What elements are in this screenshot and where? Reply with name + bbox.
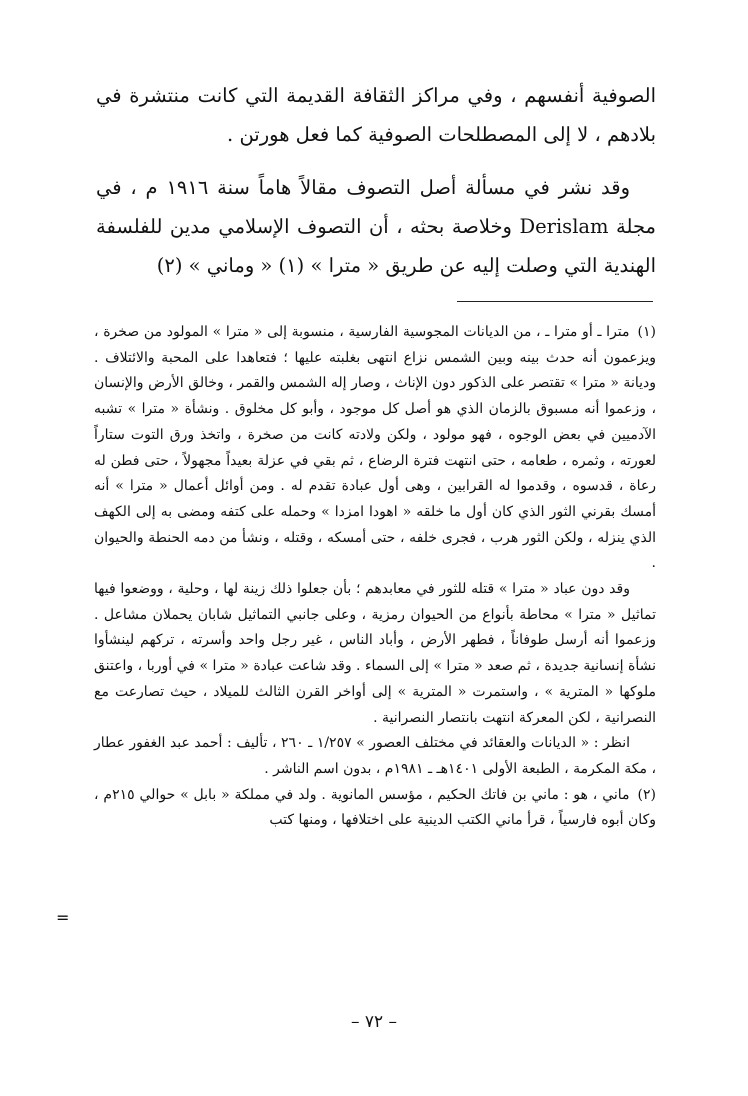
- main-text: [96, 76, 656, 285]
- page-number: – ٧٢ –: [350, 1012, 398, 1032]
- main-paragraph: وقد نشر في مسألة أصل التصوف مقالاً هاماً سنة ١٩١٦ م ، في مجلة Derislam وخلاصة بحثه ، أن التصوف الإسلامي مدين للفلسفة الهندية التي وصلت إليه عن طريق « مترا » (١) « وماني » (٢): [96, 176, 656, 277]
- continuation-mark: =: [56, 908, 70, 927]
- footnote-text: مترا ـ أو مترا ـ ، من الديانات المجوسية الفارسية ، منسوبة إلى « مترا » المولود من صخرة ، ويزعمون أنه حدث بينه وبين الشمس نزاع انتهى بغلبته عليها ؛ فتعاهدا على المحبة والائتلاف . وديانة « مترا » تقتصر على الذكور دون الإناث ، وصار إله الشمس والقمر ، وخالق الأرض والإنسان ، وزعموا أنه مسبوق بالزمان الذي هو أصل كل موجود ، وأبو كل مخلوق . ونشأة « مترا » تشبه الآدميين في بعض الوجوه ، فهو مولود ، ولكن ولادته كانت من صخرة ، واتخذ ورق التوت ستاراً لعورته ، وثمره ، طعامه ، حتى انتهت فترة الرضاع ، ثم بقي في عزلة بعيداً مجهولاً ، حتى فطن له رعاة ، قدسوه ، وقدموا له القرابين ، وهى أول عبادة تقدم له . ومن أوائل أعمال « مترا » أنه أمسك بقرني الثور الذي كان أول ما خلقه « اهودا امزدا » وحمله على كتفه ومضى به إلى الكهف الذي ينزله ، ولكن الثور هرب ، فجرى خلفه ، حتى أمسكه ، وقتله ، ونشأ من دمه الحنطة والحيوان .: [94, 324, 657, 572]
- footnote-text: ماني ، هو : ماني بن فاتك الحكيم ، مؤسس المانوية . ولد في مملكة « بابل » حوالي ٢١٥م ، وكان أبوه فارسياً ، قرأ ماني الكتب الدينية على اختلافها ، ومنها كتب: [94, 786, 656, 829]
- footnote-1-continuation: وقد دون عباد « مترا » قتله للثور في معابدهم ؛ بأن جعلوا ذلك زينة لها ، وحلية ، ووضعوا فيها تماثيل « مترا » محاطة بأنواع من الحيوان رمزية ، وعلى جانبي التماثيل شابان يحملان مشاعل . وزعموا أنه أرسل طوفاناً ، فطهر الأرض ، وأباد الناس ، غير رجل واحد وأسرته ، تركهم لينشأوا نشأة إنسانية جديدة ، ثم صعد « مترا » إلى السماء . وقد شاعت عبادة « مترا » في أوربا ، واعتنق ملوكها « المترية » ، واستمرت « المترية » إلى أواخر القرن الثالث للميلاد ، حيث تصارعت مع النصرانية ، لكن المعركة انتهت بانتصار النصرانية .: [94, 581, 656, 726]
- footnote-marker: (١): [637, 324, 656, 340]
- footnote-1-reference: انظر : « الديانات والعقائد في مختلف العصور » ١/٢٥٧ ـ ٢٦٠ ، تأليف : أحمد عبد الغفور عطار ، مكة المكرمة ، الطبعة الأولى ١٤٠١هـ ـ ١٩٨١م ، بدون اسم الناشر .: [94, 735, 656, 777]
- footnotes: [94, 320, 656, 834]
- main-paragraph: الصوفية أنفسهم ، وفي مراكز الثقافة القديمة التي كانت منتشرة في بلادهم ، لا إلى المصطلحات الصوفية كما فعل هورتن .: [96, 84, 656, 146]
- footnote-1: [94, 320, 656, 577]
- footnote-2: [94, 783, 656, 834]
- footnote-marker: (٢): [637, 786, 656, 803]
- footnote-separator: [457, 301, 653, 302]
